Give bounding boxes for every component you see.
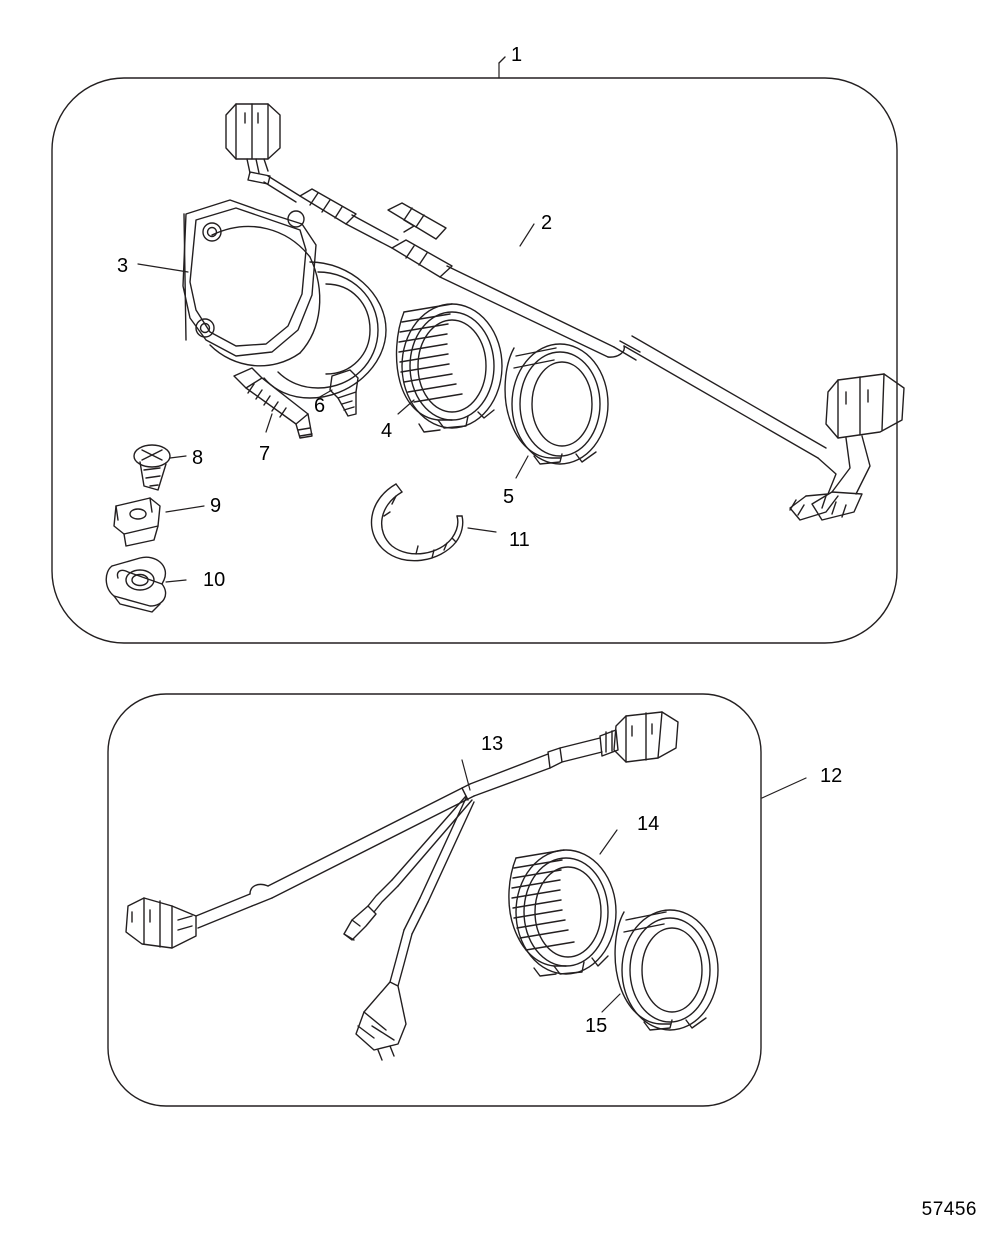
upper-assembly-boundary bbox=[52, 57, 897, 643]
callout-5: 5 bbox=[503, 486, 515, 508]
gauge-instrument-lower bbox=[509, 830, 617, 976]
callout-7: 7 bbox=[259, 443, 271, 465]
wiring-harness-upper bbox=[226, 104, 904, 520]
callout-9: 9 bbox=[210, 495, 222, 517]
callout-2: 2 bbox=[541, 212, 553, 234]
gauge-mounting-bracket bbox=[138, 200, 386, 398]
callout-13: 13 bbox=[481, 733, 504, 755]
callout-10: 10 bbox=[203, 569, 226, 591]
callout-8: 8 bbox=[192, 447, 204, 469]
retaining-spring-clip bbox=[372, 484, 497, 561]
tapping-screw bbox=[134, 445, 186, 490]
callout-6: 6 bbox=[314, 395, 326, 417]
callout-12: 12 bbox=[820, 765, 843, 787]
threaded-stud-bolt bbox=[234, 368, 312, 438]
callout-4: 4 bbox=[381, 420, 393, 442]
callout-15: 15 bbox=[585, 1015, 608, 1037]
lower-assembly-boundary bbox=[108, 694, 806, 1106]
figure-number: 57456 bbox=[921, 1199, 977, 1220]
gauge-cover-cap bbox=[505, 344, 608, 478]
callout-1: 1 bbox=[511, 44, 523, 66]
callout-3: 3 bbox=[117, 255, 129, 277]
callout-11: 11 bbox=[509, 529, 530, 551]
gauge-instrument bbox=[397, 304, 502, 432]
cable-clamp bbox=[106, 557, 186, 612]
gauge-cover-cap-lower bbox=[602, 910, 718, 1030]
retaining-clip-plate bbox=[114, 498, 204, 546]
callout-14: 14 bbox=[637, 813, 660, 835]
